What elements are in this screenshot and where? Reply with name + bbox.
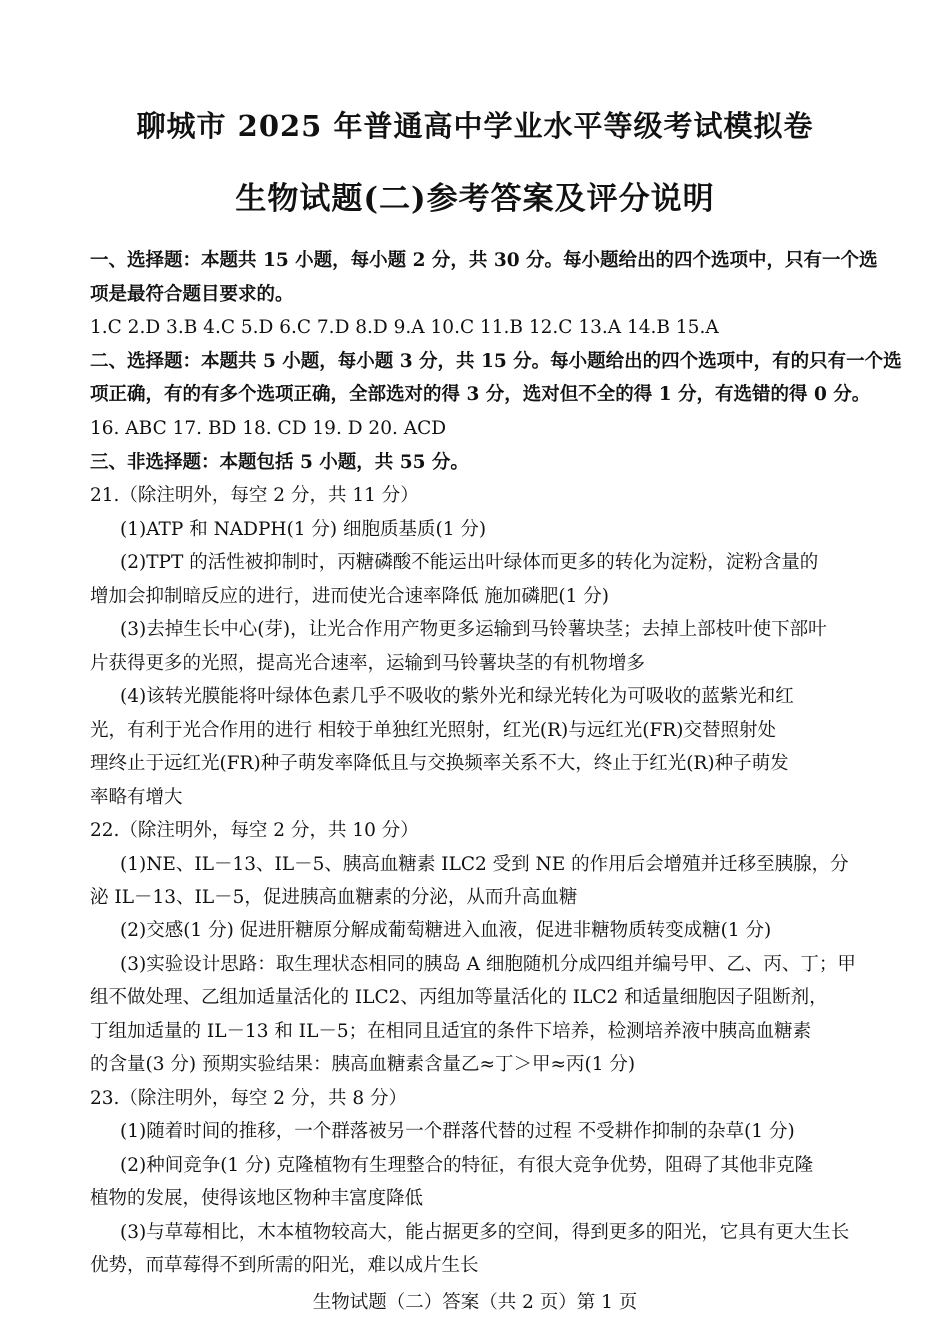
page-footer: 生物试题（二）答案（共 2 页）第 1 页 (312, 1292, 638, 1313)
q21-line: (1)ATP 和 NADPH(1 分) 细胞质基质(1 分) (120, 519, 487, 540)
section2-header-line1: 二、选择题：本题共 5 小题，每小题 3 分，共 15 分。每小题给出的四个选项中，有的只有一个选 (90, 351, 902, 372)
q21-line: 光，有利于光合作用的进行 相较于单独红光照射，红光(R)与远红光(FR)交替照射处 (90, 720, 776, 741)
q21-line: 率略有增大 (90, 787, 183, 808)
q22-header: 22.（除注明外，每空 2 分，共 10 分） (90, 820, 419, 841)
section3-header: 三、非选择题：本题包括 5 小题，共 55 分。 (90, 452, 469, 473)
q22-line: 组不做处理、乙组加适量活化的 ILC2、丙组加等量活化的 ILC2 和适量细胞因子阻断剂， (90, 987, 828, 1008)
section2-answers: 16. ABC 17. BD 18. CD 19. D 20. ACD (90, 418, 447, 439)
q21-header: 21.（除注明外，每空 2 分，共 11 分） (90, 485, 419, 506)
q21-line: 理终止于远红光(FR)种子萌发率降低且与交换频率关系不大，终止于红光(R)种子萌发 (90, 753, 789, 774)
page-subtitle: 生物试题(二)参考答案及评分说明 (235, 181, 715, 217)
q21-line: (2)TPT 的活性被抑制时，丙糖磷酸不能运出叶绿体而更多的转化为淀粉，淀粉含量的 (120, 552, 819, 573)
q23-line: 优势，而草莓得不到所需的阳光，难以成片生长 (90, 1255, 479, 1276)
section1-header-line2: 项是最符合题目要求的。 (90, 284, 294, 305)
q21-line: 片获得更多的光照，提高光合速率，运输到马铃薯块茎的有机物增多 (90, 653, 646, 674)
page-title: 聊城市 2025 年普通高中学业水平等级考试模拟卷 (136, 109, 814, 143)
q23-line: (1)随着时间的推移，一个群落被另一个群落代替的过程 不受耕作抑制的杂草(1 分) (120, 1121, 795, 1142)
q22-line: 的含量(3 分) 预期实验结果：胰高血糖素含量乙≈丁＞甲≈丙(1 分) (90, 1054, 636, 1075)
q23-line: 植物的发展，使得该地区物种丰富度降低 (90, 1188, 424, 1209)
q22-line: 丁组加适量的 IL－13 和 IL－5；在相同且适宜的条件下培养，检测培养液中胰高血糖素 (90, 1021, 812, 1042)
section1-header-line1: 一、选择题：本题共 15 小题，每小题 2 分，共 30 分。每小题给出的四个选项中，只有一个选 (90, 250, 878, 271)
q23-header: 23.（除注明外，每空 2 分，共 8 分） (90, 1088, 407, 1109)
section1-answers: 1.C 2.D 3.B 4.C 5.D 6.C 7.D 8.D 9.A 10.C 11.B 12.C 13.A 14.B 15.A (90, 317, 719, 338)
q23-line: (3)与草莓相比，木本植物较高大，能占据更多的空间，得到更多的阳光，它具有更大生长 (120, 1222, 850, 1243)
section2-header-line2: 项正确，有的有多个选项正确，全部选对的得 3 分，选对但不全的得 1 分，有选错的得 0 分。 (90, 384, 871, 405)
q22-line: (1)NE、IL－13、IL－5、胰高血糖素 ILC2 受到 NE 的作用后会增殖并迁移至胰腺，分 (120, 854, 849, 875)
q21-line: (4)该转光膜能将叶绿体色素几乎不吸收的紫外光和绿光转化为可吸收的蓝紫光和红 (120, 686, 794, 707)
q22-line: (3)实验设计思路：取生理状态相同的胰岛 A 细胞随机分成四组并编号甲、乙、丙、丁；甲 (120, 954, 856, 975)
q22-line: 泌 IL－13、IL－5，促进胰高血糖素的分泌，从而升高血糖 (90, 887, 578, 908)
q21-line: (3)去掉生长中心(芽)，让光合作用产物更多运输到马铃薯块茎；去掉上部枝叶使下部叶 (120, 619, 827, 640)
q22-line: (2)交感(1 分) 促进肝糖原分解成葡萄糖进入血液，促进非糖物质转变成糖(1 分) (120, 920, 772, 941)
q23-line: (2)种间竞争(1 分) 克隆植物有生理整合的特征，有很大竞争优势，阻碍了其他非克隆 (120, 1155, 814, 1176)
q21-line: 增加会抑制暗反应的进行，进而使光合速率降低 施加磷肥(1 分) (90, 586, 609, 607)
